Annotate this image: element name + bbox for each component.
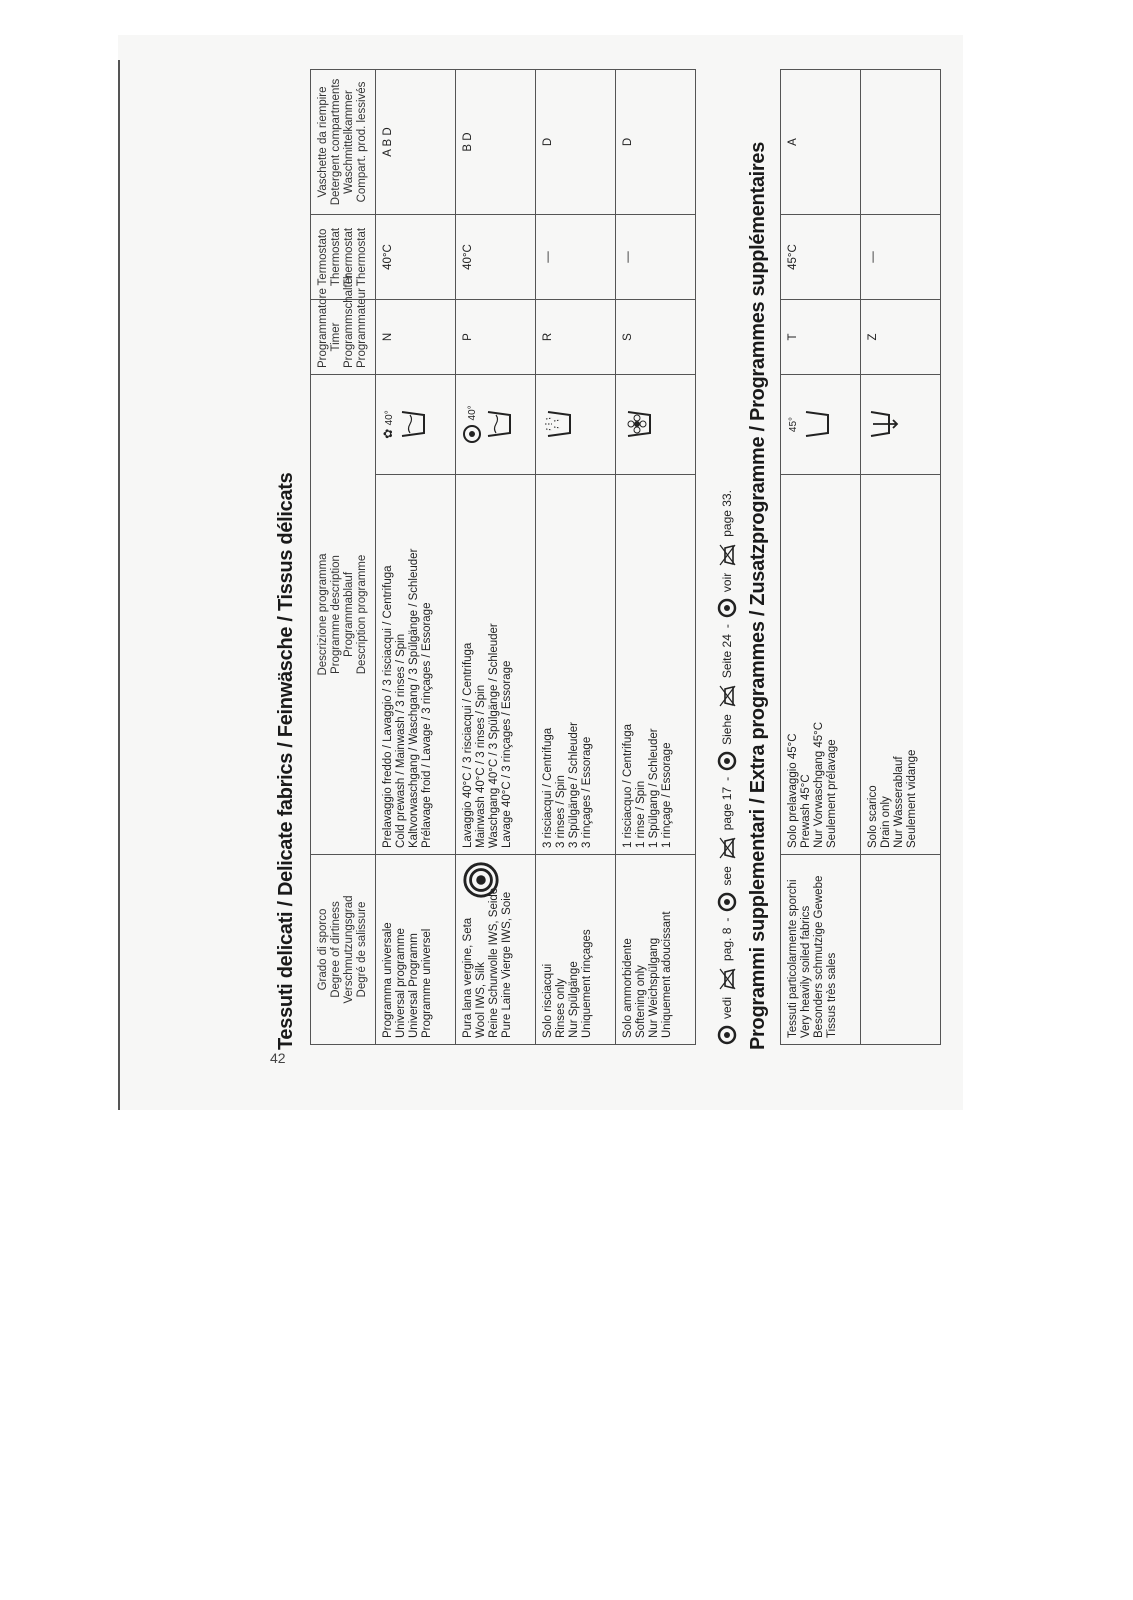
degree-cell: Solo risciacqui Rinses only Nur Spülgänge Uniquement rinçages	[536, 855, 616, 1045]
rinse-icon	[542, 410, 574, 440]
description-cell: 3 risciacqui / Centrifuga 3 rinses / Spin 3 Spülgänge / Schleuder 3 rinçages / Essorage	[536, 475, 616, 855]
thermostat-cell: 45°C	[781, 215, 861, 300]
drain-icon	[867, 410, 899, 440]
washtub-icon	[396, 410, 428, 440]
description-cell: 1 risciacquo / Centrifuga 1 rinse / Spin 1 Spülgang / Schleuder 1 rinçage / Essorage	[616, 475, 696, 855]
timer-cell: S	[616, 299, 696, 374]
flower-icon: ✿	[381, 428, 395, 439]
compartments-cell: D	[536, 69, 616, 214]
table-row	[456, 69, 536, 1044]
table-row	[376, 69, 456, 1044]
symbol-cell	[536, 374, 616, 474]
compartments-cell: A	[781, 70, 861, 215]
thermostat-cell: 40°C	[456, 214, 536, 299]
symbol-cell: ✿ 40°	[376, 374, 456, 474]
woolmark-icon	[717, 751, 737, 771]
delicate-programmes-table	[310, 69, 696, 1045]
header-timer: Programmatore Timer Programmschalter Programmateur	[311, 299, 376, 374]
degree-cell: Tessuti particolarmente sporchi Very heavily soiled fabrics Besonders schmutzige Gewebe Tissus très sales	[781, 855, 861, 1045]
thermostat-cell: 40°C	[376, 214, 456, 299]
washtub-icon	[800, 410, 832, 440]
timer-cell: Z	[861, 300, 941, 375]
degree-cell: Programma universale Universal programme Universal Programm Programme universel	[376, 855, 456, 1045]
symbol-cell	[861, 375, 941, 475]
description-cell: Prelavaggio freddo / Lavaggio / 3 risciacqui / Centrifuga Cold prewash / Mainwash / 3 rinses / Spin Kaltvorwaschgang / Waschgang / 3 Spülgänge / Schleuder Prélavage froid / Lavage / 3 rinçages / Essorage	[376, 475, 456, 855]
degree-cell: Pura lana vergine, Seta Wool IWS, Silk Reine Schurwolle IWS, Seide Pure Laine Vierge IWS, Soie	[456, 855, 536, 1045]
softener-icon	[622, 410, 654, 440]
table-header-row	[311, 69, 376, 1044]
table-row	[616, 69, 696, 1044]
reference-note: vedi pag. 8 - see page 17 - Siehe Seite 24 - voir page 33.	[713, 70, 741, 1045]
woolmark-icon	[717, 598, 737, 618]
timer-cell: P	[456, 299, 536, 374]
header-description: Descrizione programma Programme description Programmablauf Description programme	[311, 374, 376, 854]
degree-cell	[861, 855, 941, 1045]
timer-cell: T	[781, 300, 861, 375]
washtub-icon	[482, 410, 514, 440]
description-cell: Lavaggio 40°C / 3 risciacqui / Centrifuga Mainwash 40°C / 3 rinses / Spin Waschgang 40°C / 3 Spülgänge / Schleuder Lavage 40°C / 3 rinçages / Essorage	[456, 475, 536, 855]
degree-cell: Solo ammorbidente Softening only Nur Weichspülgang Uniquement adoucissant	[616, 855, 696, 1045]
table-row	[861, 70, 941, 1045]
symbol-cell	[616, 374, 696, 474]
page-number: 42	[270, 1050, 286, 1066]
thermostat-cell: —	[536, 214, 616, 299]
extra-programmes-table	[780, 69, 941, 1045]
timer-cell: R	[536, 299, 616, 374]
no-iron-icon	[718, 684, 736, 708]
symbol-cell: 45°	[781, 375, 861, 475]
rotated-content	[275, 70, 965, 1050]
table-row	[781, 70, 861, 1045]
woolmark-icon	[462, 424, 482, 444]
compartments-cell: D	[616, 69, 696, 214]
section-title-delicate: Tessuti delicati / Delicate fabrics / Feinwäsche / Tissus délicats	[275, 472, 297, 1050]
woolmark-icon	[717, 1025, 737, 1045]
no-iron-icon	[718, 543, 736, 567]
table-row	[536, 69, 616, 1044]
timer-cell: N	[376, 299, 456, 374]
description-cell: Solo scarico Drain only Nur Wasserablauf Seulement vidange	[861, 475, 941, 855]
compartments-cell	[861, 70, 941, 215]
woolmark-icon	[717, 892, 737, 912]
description-cell: Solo prelavaggio 45°C Prewash 45°C Nur Vorwaschgang 45°C Seulement prélavage	[781, 475, 861, 855]
no-iron-icon	[718, 967, 736, 991]
header-degree: Grado di sporco Degree of dirtiness Verschmutzungsgrad Degré de salissure	[311, 855, 376, 1045]
header-compartments: Vaschette da riempire Detergent compartments Waschmittelkammer Compart. prod. lessivés	[311, 69, 376, 214]
symbol-cell: 40°	[456, 374, 536, 474]
compartments-cell: A B D	[376, 69, 456, 214]
section-title-extra: Programmi supplementari / Extra programmes / Zusatzprogramme / Programmes supplémentaires	[747, 141, 769, 1050]
thermostat-cell: —	[616, 214, 696, 299]
no-iron-icon	[718, 836, 736, 860]
header-thermostat: Termostato Thermostat Thermostat Thermostat	[311, 214, 376, 299]
compartments-cell: B D	[456, 69, 536, 214]
binding-line	[118, 60, 120, 1110]
thermostat-cell: —	[861, 215, 941, 300]
